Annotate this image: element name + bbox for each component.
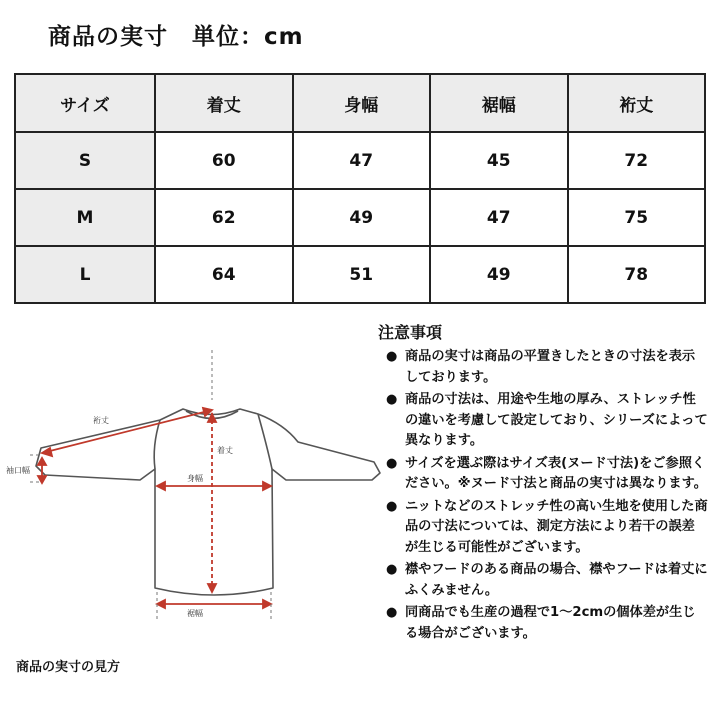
header-size: サイズ [15, 74, 155, 132]
table-row [15, 246, 705, 303]
table-header-row [15, 74, 705, 132]
note-text: 商品の実寸は商品の平置きしたときの寸法を表示しております。 [405, 349, 696, 385]
list-item [378, 454, 708, 495]
bullet-icon: ● [386, 605, 398, 620]
table-cell: 72 [568, 132, 706, 189]
size-table [14, 73, 706, 304]
table-cell: 49 [293, 189, 431, 246]
table-row [15, 132, 705, 189]
table-cell: 60 [155, 132, 293, 189]
size-label: S [15, 132, 155, 189]
page-title: 商品の実寸 単位：cm [48, 24, 304, 50]
list-item [378, 347, 708, 388]
table-cell: 47 [430, 189, 568, 246]
label-susohaba: 裾幅 [187, 609, 203, 618]
header-susohaba: 裾幅 [430, 74, 568, 132]
bullet-icon: ● [386, 562, 398, 577]
diagram-caption: 商品の実寸の見方 [16, 660, 121, 675]
bullet-icon: ● [386, 392, 398, 407]
label-mihaba: 身幅 [187, 474, 203, 483]
list-item [378, 560, 708, 601]
note-text: 同商品でも生産の過程で1〜2cmの個体差が生じる場合がございます。 [405, 605, 696, 641]
notes-heading: 注意事項 [378, 323, 443, 342]
table-cell: 51 [293, 246, 431, 303]
table-cell: 45 [430, 132, 568, 189]
list-item [378, 603, 708, 644]
header-mihaba: 身幅 [293, 74, 431, 132]
size-label: L [15, 246, 155, 303]
label-yuki: 裄丈 [93, 416, 109, 425]
table-cell: 64 [155, 246, 293, 303]
table-cell: 62 [155, 189, 293, 246]
bullet-icon: ● [386, 349, 398, 364]
header-kitake: 着丈 [155, 74, 293, 132]
note-text: 襟やフードのある商品の場合、襟やフードは着丈にふくみません。 [405, 562, 708, 598]
list-item [378, 497, 708, 559]
table-row [15, 189, 705, 246]
bullet-icon: ● [386, 455, 398, 471]
notes-list [378, 347, 708, 644]
label-sodeguchi: 袖口幅 [6, 466, 30, 475]
table-cell: 47 [293, 132, 431, 189]
size-label: M [15, 189, 155, 246]
notes-section [378, 320, 708, 646]
list-item [378, 390, 708, 452]
header-yuki: 裄丈 [568, 74, 706, 132]
note-text: ニットなどのストレッチ性の高い生地を使用した商品の寸法については、測定方法により若干の誤差が生じる可能性がございます。 [405, 498, 708, 555]
label-kitake: 着丈 [217, 446, 233, 455]
shirt-outline-icon [36, 409, 380, 595]
table-cell: 49 [430, 246, 568, 303]
table-cell: 78 [568, 246, 706, 303]
bullet-icon: ● [386, 498, 398, 514]
note-text: 商品の寸法は、用途や生地の厚み、ストレッチ性の違いを考慮して設定しており、シリーズによって異なります。 [405, 392, 708, 448]
table-cell: 75 [568, 189, 706, 246]
note-text: サイズを選ぶ際はサイズ表(ヌード寸法)をご参照ください。※ヌード寸法と商品の実寸は異なります。 [405, 455, 707, 491]
measurement-diagram [0, 330, 390, 660]
